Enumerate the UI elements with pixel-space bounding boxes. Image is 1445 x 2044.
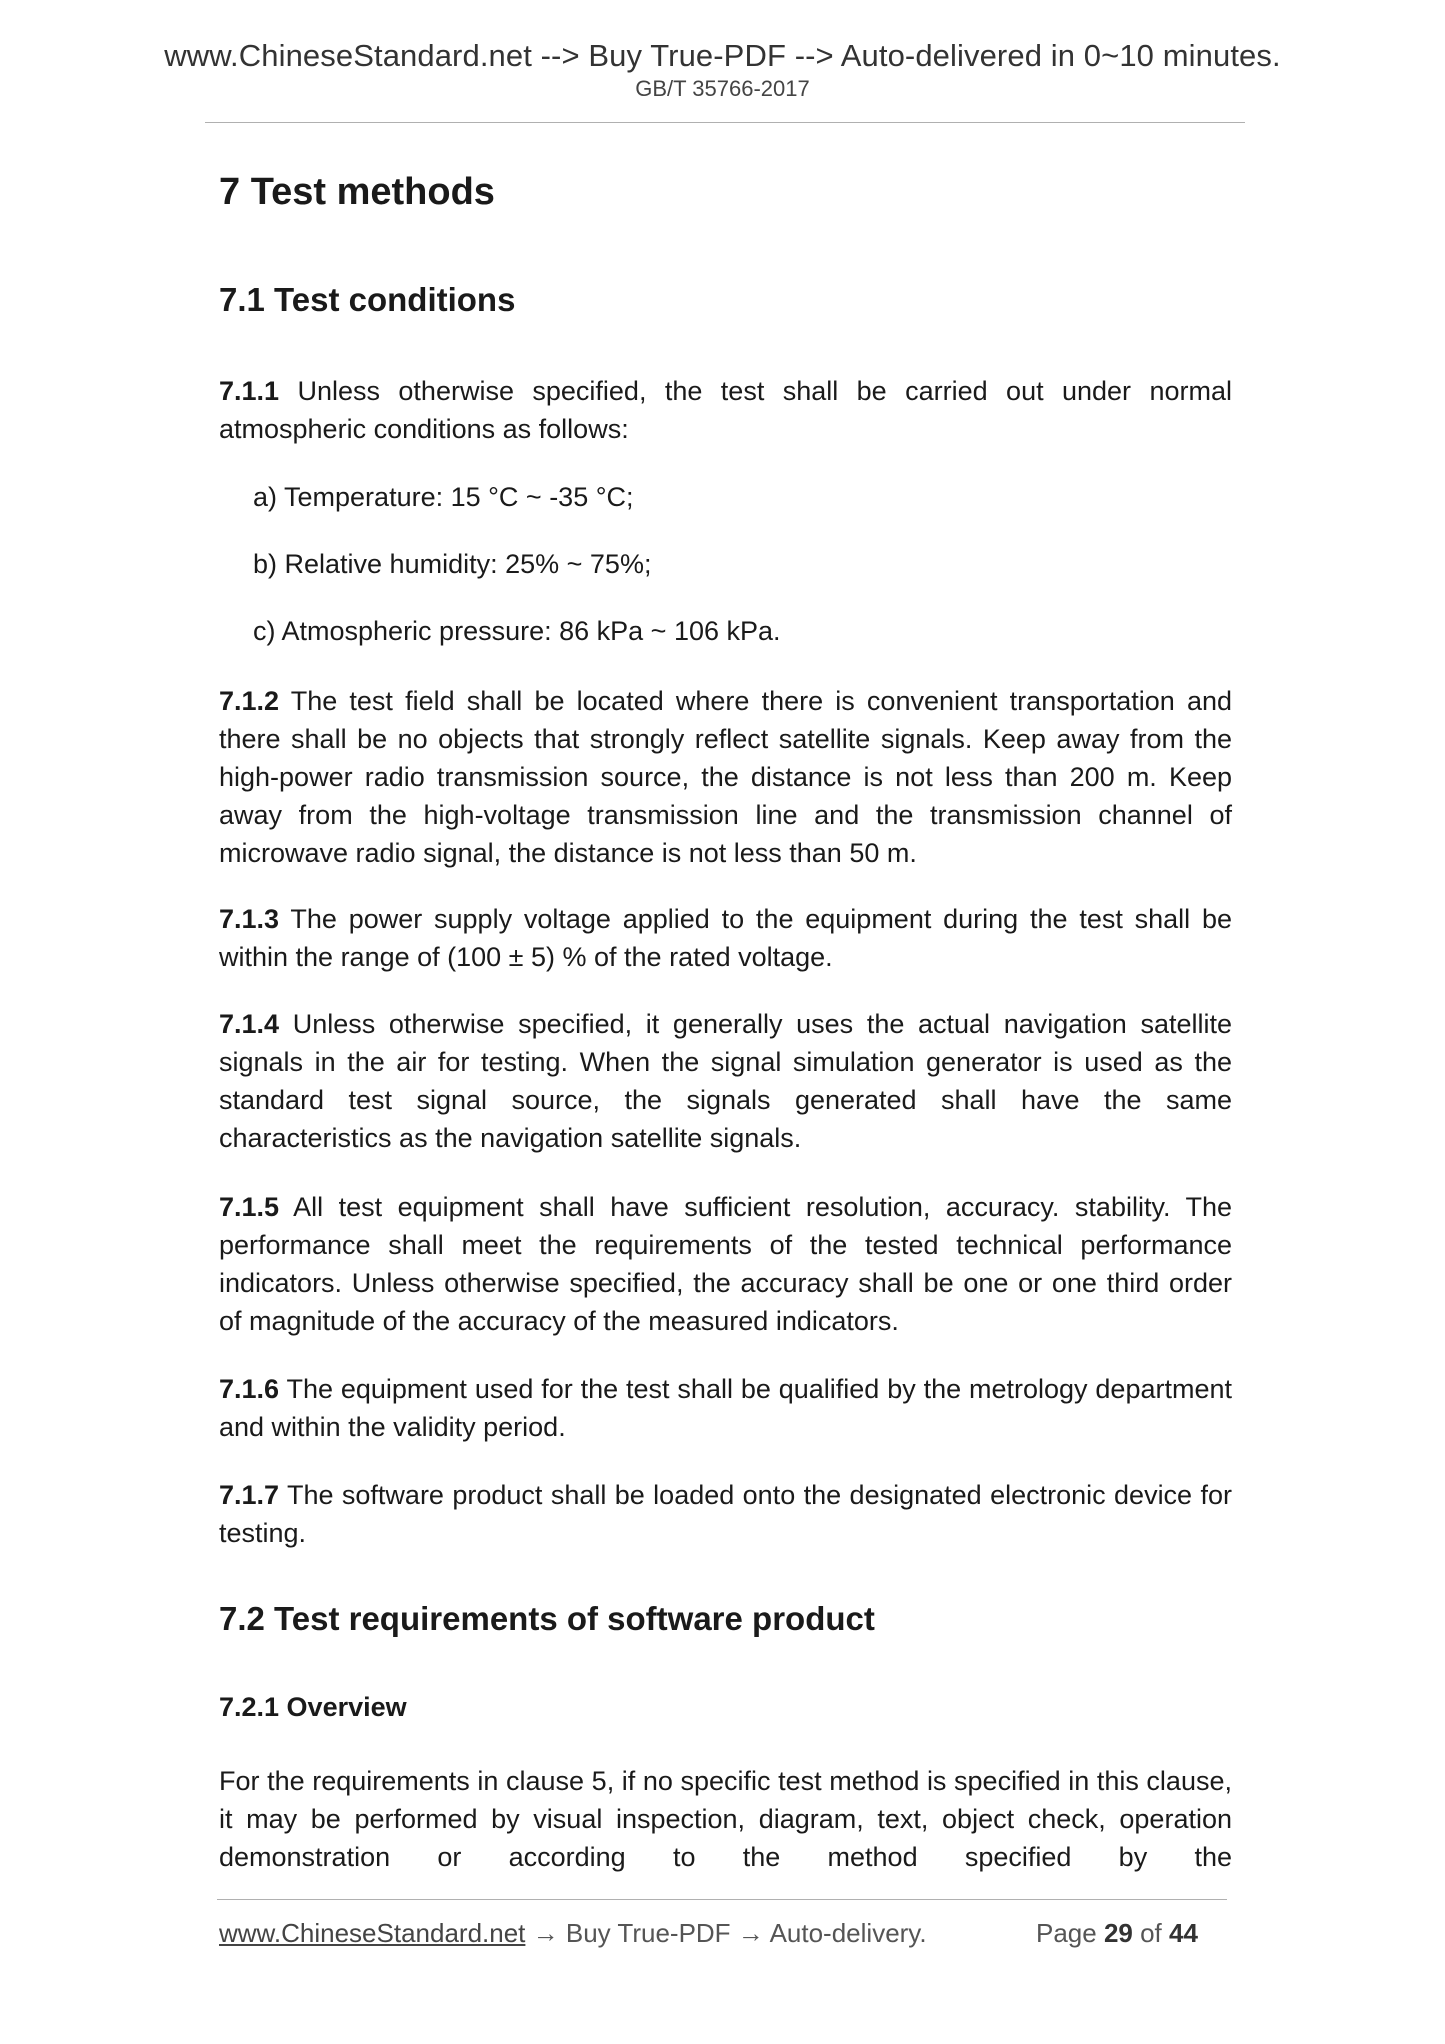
standard-number: GB/T 35766-2017	[635, 76, 810, 101]
clause-number: 7.1.6	[219, 1374, 280, 1404]
header-divider	[205, 122, 1245, 123]
clause-number: 7.1.3	[219, 904, 280, 934]
page-indicator	[1036, 1918, 1198, 1949]
page-label: Page	[1036, 1918, 1104, 1948]
list-item-pressure: c) Atmospheric pressure: 86 kPa ~ 106 kPa.	[253, 616, 781, 646]
clause-text: All test equipment shall have sufficient resolution, accuracy. stability. The performance shall meet the requirements of the tested technical performance indicators. Unless otherwise specified, the accuracy shall be one or one third order of magnitude of the accuracy of the measured indicators.	[219, 1192, 1232, 1336]
clause-7-1-7	[219, 1476, 1232, 1552]
clause-text: The power supply voltage applied to the equipment during the test shall be within the range of (100 ± 5) % of the rated voltage.	[219, 904, 1232, 972]
header-banner: www.ChineseStandard.net --> Buy True-PDF --> Auto-delivered in 0~10 minutes.	[164, 38, 1281, 73]
section-7-2-title: 7.2 Test requirements of software product	[219, 1600, 875, 1637]
clause-text: The equipment used for the test shall be qualified by the metrology department and within the validity period.	[219, 1374, 1232, 1442]
clause-text: Unless otherwise specified, it generally uses the actual navigation satellite signals in the air for testing. When the signal simulation generator is used as the standard test signal source, the signals generated shall have the same characteristics as the navigation satellite signals.	[219, 1009, 1232, 1153]
footer-tagline: → Buy True-PDF → Auto-delivery.	[525, 1918, 927, 1948]
clause-7-1-1	[219, 372, 1232, 448]
section-7-2-1-title: 7.2.1 Overview	[219, 1692, 407, 1722]
clause-7-1-3	[219, 900, 1232, 976]
page-number: 29	[1103, 1918, 1133, 1948]
clause-text: The software product shall be loaded onto the designated electronic device for testing.	[219, 1480, 1232, 1548]
section-7-1-title: 7.1 Test conditions	[219, 281, 516, 318]
list-item-temperature: a) Temperature: 15 °C ~ -35 °C;	[253, 482, 634, 512]
footer-site-link[interactable]: www.ChineseStandard.net	[219, 1918, 526, 1948]
section-7-title: 7 Test methods	[219, 171, 495, 213]
clause-number: 7.1.7	[219, 1480, 280, 1510]
footer-left	[219, 1918, 927, 1949]
clause-number: 7.1.2	[219, 686, 280, 716]
of-label: of	[1132, 1918, 1170, 1948]
clause-number: 7.1.5	[219, 1192, 280, 1222]
clause-text: The test field shall be located where there is convenient transportation and there shall be no objects that strongly reflect satellite signals. Keep away from the high-power radio transmission source, the distance is not less than 200 m. Keep away from the high-voltage transmission line and the transmission channel of microwave radio signal, the distance is not less than 50 m.	[219, 686, 1232, 868]
clause-7-2-1-text: For the requirements in clause 5, if no specific test method is specified in this clause, it may be performed by visual inspection, diagram, text, object check, operation demonstration or according to the method specified by the	[219, 1766, 1232, 1872]
clause-7-1-4	[219, 1005, 1232, 1157]
clause-number: 7.1.1	[219, 376, 280, 406]
clause-7-1-2	[219, 682, 1232, 872]
footer-divider	[217, 1899, 1227, 1900]
clause-number: 7.1.4	[219, 1009, 280, 1039]
clause-text: Unless otherwise specified, the test shall be carried out under normal atmospheric conditions as follows:	[219, 376, 1232, 444]
total-pages: 44	[1169, 1918, 1198, 1948]
list-item-humidity: b) Relative humidity: 25% ~ 75%;	[253, 549, 652, 579]
clause-7-1-6	[219, 1370, 1232, 1446]
clause-7-1-5	[219, 1188, 1232, 1340]
